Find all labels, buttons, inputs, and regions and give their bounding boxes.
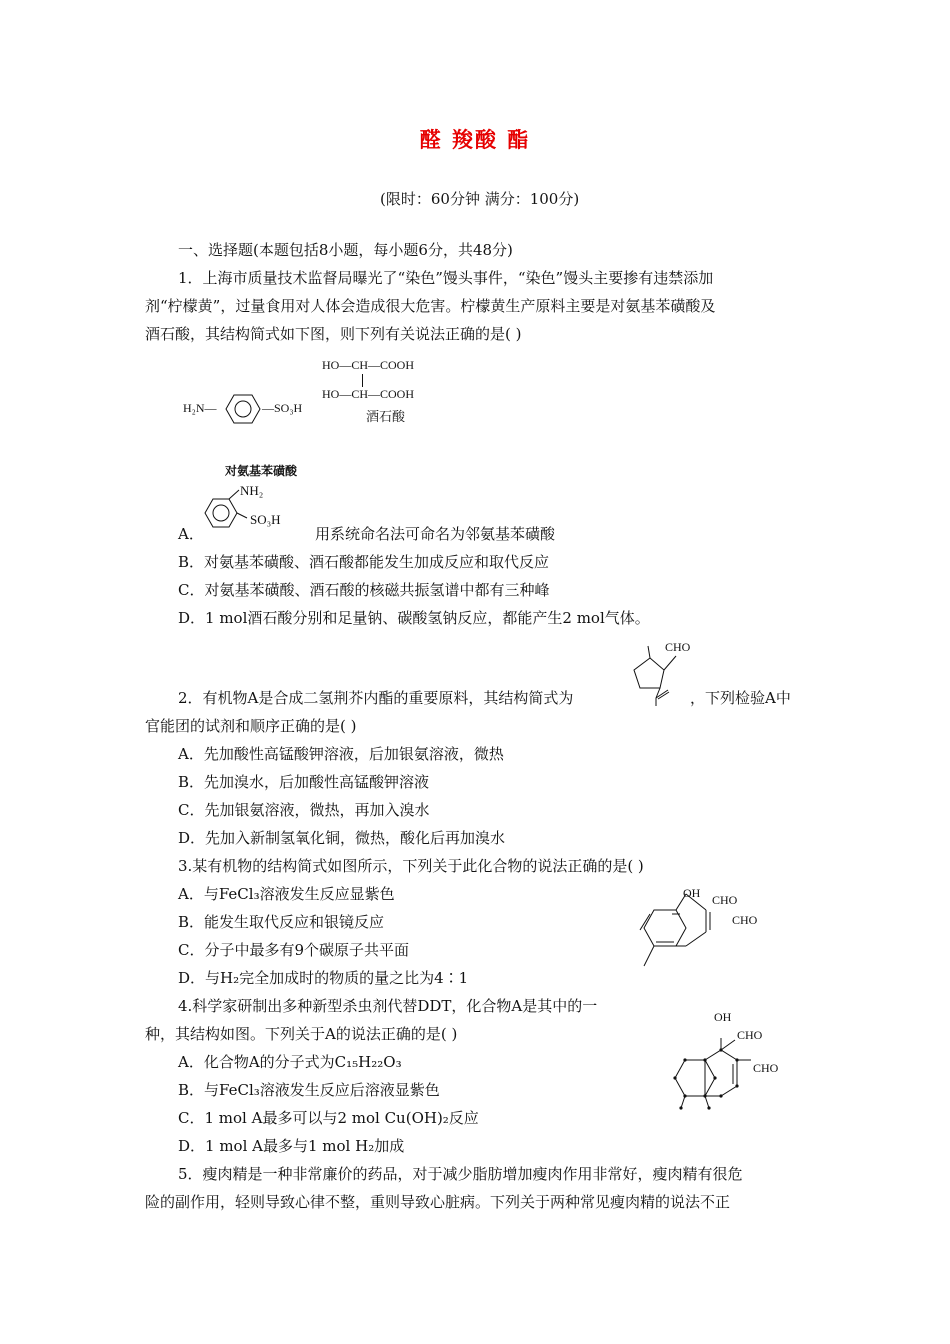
time-limit-subtitle: (限时：60分钟 满分：100分) <box>380 190 580 208</box>
q4-oh: OH <box>714 1010 732 1024</box>
q2-line1b: ，下列检验A中 <box>690 689 791 707</box>
q5-line2: 险的副作用，轻则导致心律不整，重则导致心脏病。下列关于两种常见瘦肉精的说法不正 <box>145 1193 731 1211</box>
q1-optionC: C．对氨基苯磺酸、酒石酸的核磁共振氢谱中都有三种峰 <box>178 581 550 599</box>
q5-line1: 5．瘦肉精是一种非常廉价的药品，对于减少脂肪增加瘦肉作用非常好，瘦肉精有很危 <box>178 1165 743 1183</box>
q3-optionD: D．与H₂完全加成时的物质的量之比为4∶1 <box>178 969 469 987</box>
q3-stem: 3.某有机物的结构简式如图所示，下列关于此化合物的说法正确的是( ) <box>178 857 644 875</box>
q4-optionC: C．1 mol A最多可以与2 mol Cu(OH)₂反应 <box>178 1109 479 1127</box>
q1-line1: 1．上海市质量技术监督局曝光了“染色”馒头事件，“染色”馒头主要掺有违禁添加 <box>178 269 714 287</box>
q2-cho: CHO <box>665 640 691 654</box>
q3-optionA: A．与FeCl₃溶液发生反应显紫色 <box>178 885 395 903</box>
section-header: 一、选择题(本题包括8小题，每小题6分，共48分) <box>178 241 513 259</box>
q3-optionC: C．分子中最多有9个碳原子共平面 <box>178 941 410 959</box>
q4-cho1: CHO <box>737 1028 763 1042</box>
q2-line1a: 2．有机物A是合成二氢荆芥内酯的重要原料，其结构简式为 <box>178 689 574 707</box>
q4-optionD: D．1 mol A最多与1 mol H₂加成 <box>178 1137 405 1155</box>
q4-line1: 4.科学家研制出多种新型杀虫剂代替DDT，化合物A是其中的一 <box>178 997 598 1015</box>
q4-optionB: B．与FeCl₃溶液发生反应后溶液显紫色 <box>178 1081 440 1099</box>
q2-optionC: C．先加银氨溶液，微热，再加入溴水 <box>178 801 430 819</box>
q3-oh: OH <box>683 886 701 900</box>
q1-line2: 剂“柠檬黄”，过量食用对人体会造成很大危害。柠檬黄生产原料主要是对氨基苯磺酸及 <box>145 297 716 315</box>
q2-optionA: A．先加酸性高锰酸钾溶液，后加银氨溶液，微热 <box>178 745 504 763</box>
tartaric-row2: HO—CH—COOH <box>322 387 415 401</box>
q3-cho2: CHO <box>732 913 758 927</box>
q1-optionD: D．1 mol酒石酸分别和足量钠、碳酸氢钠反应，都能产生2 mol气体。 <box>178 609 650 627</box>
ortho-nh2: NH₂ <box>240 483 264 498</box>
ortho-so3h: SO₃H <box>250 512 281 527</box>
page-title: 醛 羧酸 酯 <box>419 128 531 152</box>
sulfanilic-h2n: H₂N— <box>183 401 217 415</box>
benzene-ring-figure <box>225 394 261 424</box>
q2-optionD: D．先加入新制氢氧化铜，微热，酸化后再加溴水 <box>178 829 506 847</box>
sulfanilic-so3h: —SO₃H <box>262 401 303 415</box>
q1-line3: 酒石酸，其结构简式如下图，则下列有关说法正确的是( ) <box>145 325 522 343</box>
tartaric-row1: HO—CH—COOH <box>322 358 415 372</box>
q1-optionB: B．对氨基苯磺酸、酒石酸都能发生加成反应和取代反应 <box>178 553 550 571</box>
sulfanilic-label: 对氨基苯磺酸 <box>225 464 298 478</box>
tartaric-label: 酒石酸 <box>366 409 406 424</box>
q1-optionA-prefix: A． <box>178 525 204 543</box>
tartaric-bond <box>362 374 363 387</box>
q3-cho1: CHO <box>712 893 738 907</box>
q2-line2: 官能团的试剂和顺序正确的是( ) <box>145 717 357 735</box>
q4-line2: 种，其结构如图。下列关于A的说法正确的是( ) <box>145 1025 458 1043</box>
q3-optionB: B．能发生取代反应和银镜反应 <box>178 913 385 931</box>
q1-optionA-text: 用系统命名法可命名为邻氨基苯磺酸 <box>315 525 556 543</box>
q4-optionA: A．化合物A的分子式为C₁₅H₂₂O₃ <box>178 1053 402 1071</box>
q4-cho2: CHO <box>753 1061 779 1075</box>
q2-optionB: B．先加溴水，后加酸性高锰酸钾溶液 <box>178 773 430 791</box>
